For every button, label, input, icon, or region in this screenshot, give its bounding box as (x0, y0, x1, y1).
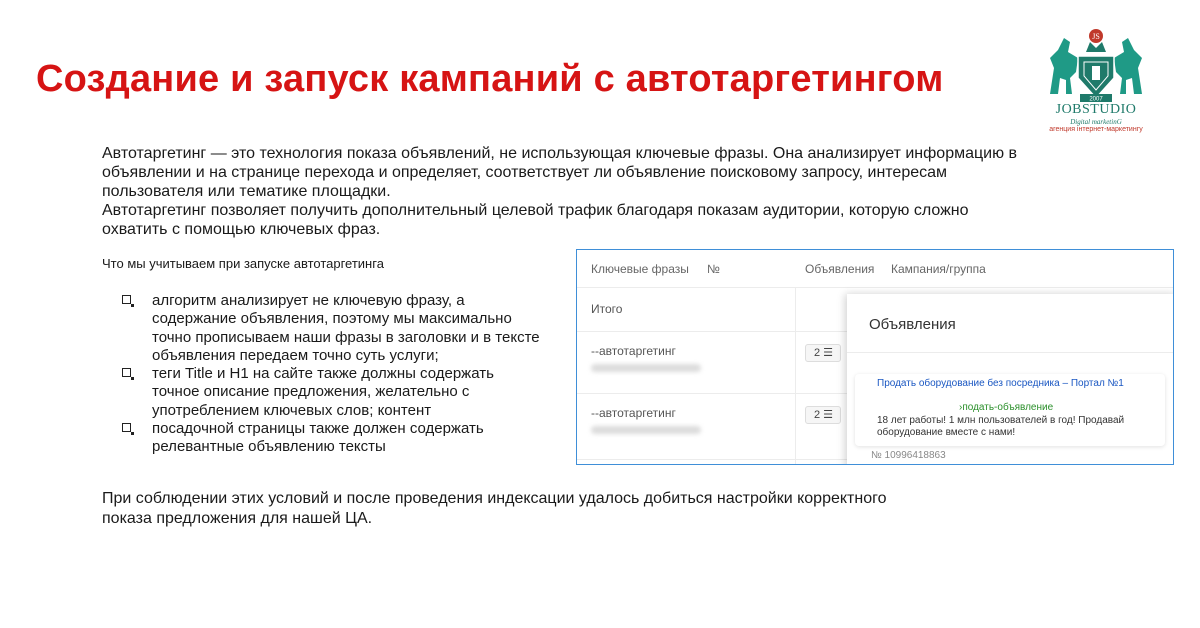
ads-popup (847, 294, 1174, 465)
ads-count-badge[interactable]: 2 ☰ (805, 344, 841, 362)
row-label: --автотаргетинг (591, 344, 676, 358)
popup-title: Объявления (869, 316, 956, 333)
logo-name: JOBSTUDIO (1055, 102, 1137, 117)
page-title: Создание и запуск кампаний с автотаргетингом (36, 58, 944, 100)
column-header-ads: Объявления (805, 262, 875, 276)
checkbox-bullet-icon (122, 423, 131, 432)
ad-id: № 10996418863 (871, 450, 946, 461)
row-label: --автотаргетинг (591, 406, 676, 420)
list-item (122, 365, 542, 420)
ad-text: 18 лет работы! 1 млн пользователей в год! Продавай оборудование вместе с нами! (877, 415, 1125, 438)
table-row-total (577, 288, 847, 332)
table-header (577, 250, 1173, 288)
intro-text (102, 144, 1032, 239)
ad-title-link[interactable]: Продать оборудование без посредника – Портал №1 (877, 378, 1124, 389)
column-header-number: № (707, 262, 720, 276)
company-logo (1030, 28, 1162, 140)
logo-tagline: агенция інтернет-маркетингу (1049, 126, 1143, 133)
list-item-text: теги Title и H1 на сайте также должны содержать точное описание предложения, желательно с употреблением ключевых слов; контент (152, 365, 494, 419)
campaign-screenshot (576, 249, 1174, 465)
blurred-text (591, 426, 701, 434)
list-item-text: посадочной страницы также должен содержать релевантные объявлению тексты (152, 420, 484, 456)
logo-badge-text: JS (1092, 32, 1100, 41)
checkbox-bullet-icon (122, 368, 131, 377)
logo-emblem-icon (1044, 28, 1148, 104)
list-item (122, 292, 542, 365)
checkbox-bullet-icon (122, 295, 131, 304)
intro-paragraph: Автотаргетинг позволяет получить дополнительный целевой трафик благодаря показам аудитории, которую сложно охватить с помощью ключевых фраз. (102, 202, 969, 238)
popup-divider (847, 352, 1174, 353)
consider-heading: Что мы учитываем при запуске автотаргетинга (102, 256, 384, 271)
column-header-keywords: Ключевые фразы (591, 262, 689, 276)
ads-count-badge[interactable]: 2 ☰ (805, 406, 841, 424)
intro-paragraph: Автотаргетинг — это технология показа объявлений, не использующая ключевые фразы. Она анализирует информацию в объявлении и на странице перехода и определяет, соответствует ли объявление поисковому запросу, интересам пользователя или тематике площадки. (102, 145, 1018, 200)
total-label: Итого (591, 302, 623, 316)
logo-year: 2007 (1089, 96, 1103, 103)
logo-subtitle: Digital marketinG (1070, 118, 1122, 126)
blurred-text (591, 364, 701, 372)
conclusion-text: При соблюдении этих условий и после проведения индексации удалось добиться настройки корректного показа предложения для нашей ЦА. (102, 490, 887, 527)
ad-display-url[interactable]: ›подать-объявление (959, 402, 1054, 413)
list-item (122, 420, 542, 457)
table-row (577, 394, 847, 460)
list-item-text: алгоритм анализирует не ключевую фразу, а содержание объявления, поэтому мы максимально точно прописываем наши фразы в заголовки и в тексте объявления передаем точно суть услуги; (152, 292, 540, 364)
considerations-list (122, 292, 542, 457)
table-row (577, 332, 847, 394)
column-header-campaign: Кампания/группа (891, 262, 986, 276)
